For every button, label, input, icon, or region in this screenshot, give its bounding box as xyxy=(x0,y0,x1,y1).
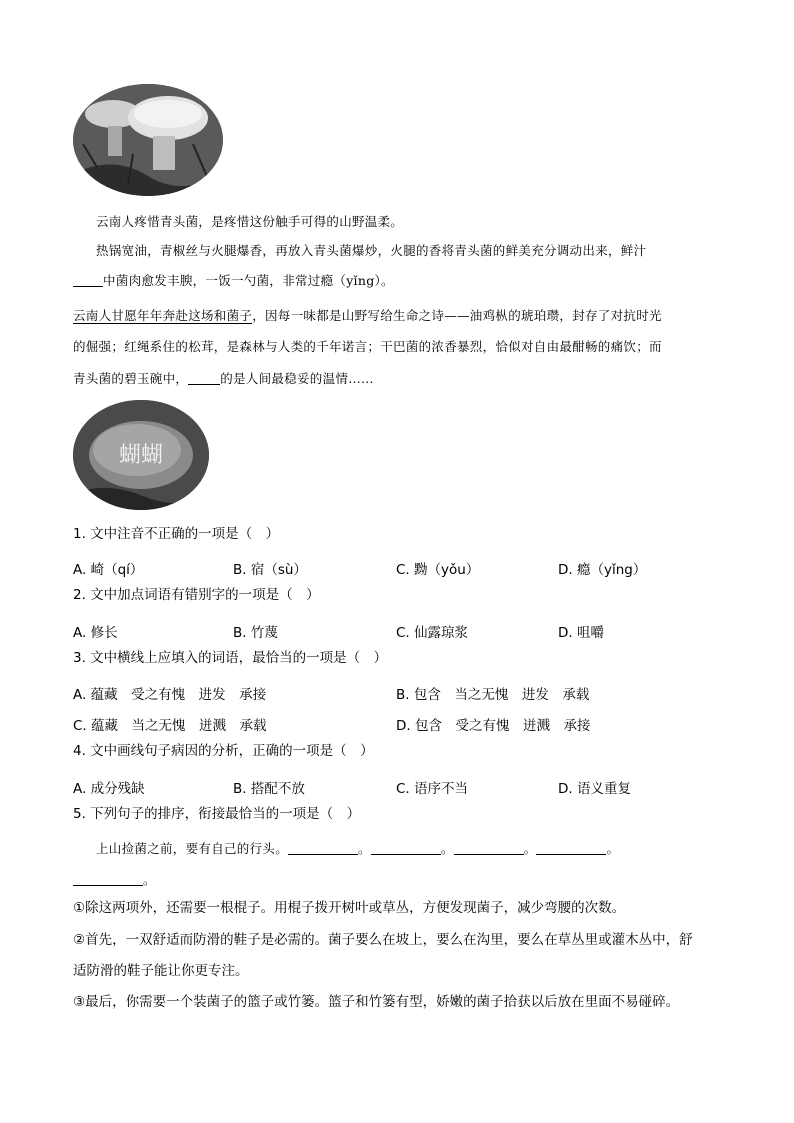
fill-in-blank xyxy=(188,372,220,385)
mushroom-photo-1 xyxy=(73,84,223,196)
passage-paragraph-3-line-3b: 的是人间最稳妥的温情…… xyxy=(220,371,374,386)
question-1-option-c[interactable]: C. 黝（yǒu） xyxy=(396,562,480,578)
ordering-blank-2[interactable] xyxy=(371,842,441,855)
question-2-option-c[interactable]: C. 仙露琼浆 xyxy=(396,625,469,641)
question-5-lead: 上山捡菌之前，要有自己的行头。 xyxy=(96,841,289,856)
ordering-blank-3[interactable] xyxy=(454,842,524,855)
blank-period: 。 xyxy=(440,841,454,856)
question-5-stem: 5. 下列句子的排序，衔接最恰当的一项是（ ） xyxy=(73,806,361,822)
question-1-option-a[interactable]: A. 崎（qí） xyxy=(73,562,144,578)
question-3-option-b[interactable]: B. 包含 当之无愧 进发 承载 xyxy=(396,687,590,703)
blank-period: 。 xyxy=(606,841,620,856)
question-3-option-c[interactable]: C. 蕴藏 当之无愧 迸溅 承载 xyxy=(73,718,267,734)
question-5-sentence-3: ③最后，你需要一个装菌子的篮子或竹篓。篮子和竹篓有型，娇嫩的菌子拾获以后放在里面不易碰碎。 xyxy=(73,994,680,1010)
question-4-option-a[interactable]: A. 成分残缺 xyxy=(73,781,145,797)
blank-period: 。 xyxy=(523,841,537,856)
passage-paragraph-1: 云南人疼惜青头菌，是疼惜这份触手可得的山野温柔。 xyxy=(96,214,404,229)
blank-period: 。 xyxy=(143,872,156,887)
question-4-stem: 4. 文中画线句子病因的分析，正确的一项是（ ） xyxy=(73,743,374,759)
question-1-option-d[interactable]: D. 瘾（yǐng） xyxy=(558,562,647,578)
question-4-option-c[interactable]: C. 语序不当 xyxy=(396,781,469,797)
passage-paragraph-3-line-2: 的倔强；红绳系住的松茸，是森林与人类的千年诺言；干巴菌的浓香暴烈，恰似对自由最酣畅的痛饮；而 xyxy=(73,339,662,354)
question-1-option-b[interactable]: B. 宿（sù） xyxy=(233,562,307,578)
question-5-sentence-2-cont: 适防滑的鞋子能让你更专注。 xyxy=(73,963,249,979)
ordering-blank-4[interactable] xyxy=(536,842,606,855)
question-2-option-d[interactable]: D. 咀嚼 xyxy=(558,625,604,641)
fill-in-blank xyxy=(73,274,103,287)
question-2-option-a[interactable]: A. 修长 xyxy=(73,625,118,641)
ordering-blank-1[interactable] xyxy=(288,842,358,855)
mushroom-carved-text: 蝴蝴 xyxy=(118,443,164,468)
mushroom-illustration-2 xyxy=(73,400,209,510)
question-2-option-b[interactable]: B. 竹蔑 xyxy=(233,625,278,641)
passage-paragraph-2-line-2: 中菌肉愈发丰腴，一饭一勺菌，非常过瘾（yǐng）。 xyxy=(103,273,394,288)
passage-paragraph-3-line-1: ，因每一味都是山野写给生命之诗——油鸡枞的琥珀瓒，封存了对抗时光 xyxy=(252,308,662,323)
question-3-option-d[interactable]: D. 包含 受之有愧 迸溅 承接 xyxy=(396,718,591,734)
mushroom-illustration-1 xyxy=(73,84,223,196)
question-3-option-a[interactable]: A. 蕴藏 受之有愧 进发 承接 xyxy=(73,687,267,703)
question-5-sentence-1: ①除这两项外，还需要一根棍子。用棍子拨开树叶或草丛，方便发现菌子，减少弯腰的次数。 xyxy=(73,900,626,916)
question-4-option-b[interactable]: B. 搭配不放 xyxy=(233,781,305,797)
question-5-sentence-2: ②首先，一双舒适而防滑的鞋子是必需的。菌子要么在坡上，要么在沟里，要么在草丛里或灌木丛中，舒 xyxy=(73,932,693,948)
question-3-stem: 3. 文中横线上应填入的词语，最恰当的一项是（ ） xyxy=(73,650,388,666)
question-1-stem: 1. 文中注音不正确的一项是（ ） xyxy=(73,526,280,542)
blank-period: 。 xyxy=(358,841,371,856)
underlined-sentence: 云南人甘愿年年奔赴这场和菌子 xyxy=(73,308,253,323)
question-2-stem: 2. 文中加点词语有错别字的一项是（ ） xyxy=(73,587,320,603)
passage-paragraph-3-line-3a: 青头菌的碧玉碗中， xyxy=(73,371,189,386)
question-4-option-d[interactable]: D. 语义重复 xyxy=(558,781,631,797)
passage-paragraph-2-line-1: 热锅宽油，青椒丝与火腿爆香，再放入青头菌爆炒，火腿的香将青头菌的鲜美充分调动出来，鲜汁 xyxy=(96,243,647,258)
mushroom-photo-2 xyxy=(73,400,209,510)
ordering-blank-5[interactable] xyxy=(73,873,143,886)
